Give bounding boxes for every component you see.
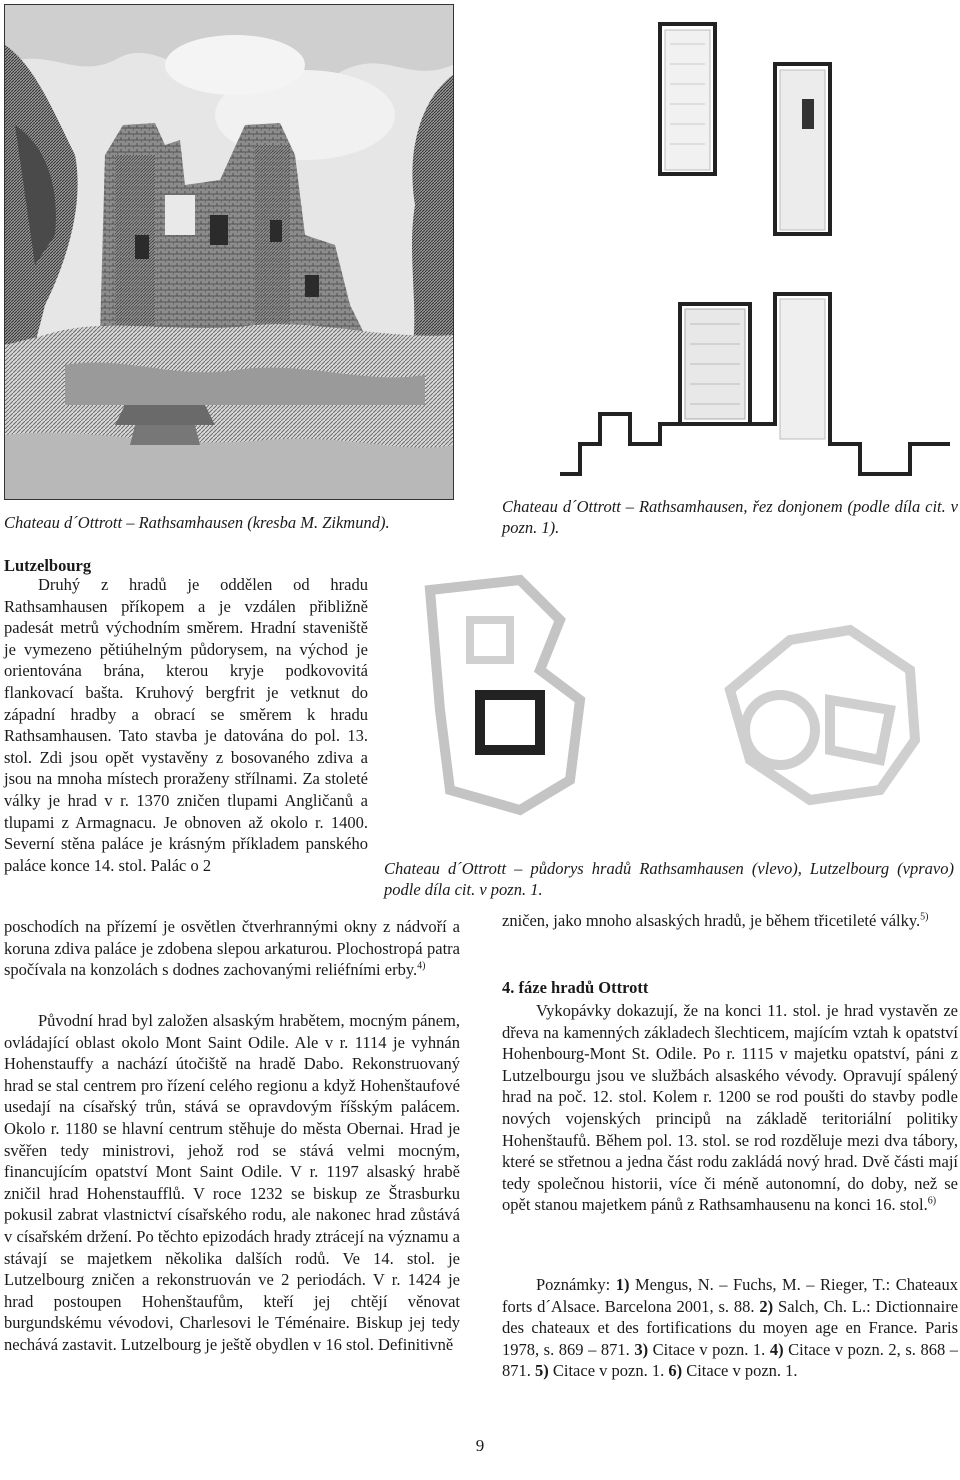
floor-plans-image bbox=[410, 560, 930, 850]
castle-drawing-image bbox=[5, 5, 453, 499]
right-paragraph-0 bbox=[502, 910, 958, 932]
donjon-section-figure bbox=[540, 4, 960, 490]
floor-plans-figure bbox=[410, 560, 930, 850]
right-paragraph-0-text: zničen, jako mnoho alsaských hradů, je během třicetileté války. bbox=[502, 911, 921, 930]
note-3-number: 3) bbox=[634, 1339, 649, 1359]
note-3-text: Citace v pozn. 1. bbox=[652, 1339, 766, 1359]
ottrott-phase-paragraph bbox=[502, 1000, 958, 1216]
note-6-text: Citace v pozn. 1. bbox=[686, 1361, 798, 1381]
note-5-number: 5) bbox=[535, 1361, 549, 1381]
ottrott-phase-paragraph-text: Vykopávky dokazují, že na konci 11. stol. je hrad vystavěn ze dřeva na kamenných základech šlechticem, majícím vztah k opatství Hohenbourg-Mont St. Odile. Po r. 1115 v majetku opatství, páni z Lutzelbourgu jsou ve službách alsaského vévody. Opravují spálený hrad na poč. 12. stol. Kolem r. 1200 se rod poušti do stavby podle nových vojenských principů na základě teritoriální politiky Hohenštaufů. Během pol. 13. stol. se rod rozděluje mezi dva tábory, které se střetnou a jedna část rodu zakládá nový hrad. Dvě části mají tedy společnou historii, více či méně autonomní, do doby, než se opět stanou majetkem pánů z Rathsamhausenu na konci 16. stol. bbox=[502, 1001, 958, 1215]
note-2-text: Salch, Ch. L.: Dictionnaire des chateaux et des fortifications du moyen age en France. Paris 1978, s. 869 – 871. bbox=[502, 1296, 959, 1359]
donjon-section-image bbox=[540, 4, 960, 490]
lutzelbourg-paragraph-1-cont bbox=[4, 916, 460, 981]
note-6-number: 6) bbox=[668, 1361, 683, 1381]
ottrott-phase-heading: 4. fáze hradů Ottrott bbox=[502, 978, 649, 997]
lutzelbourg-paragraph-1: Druhý z hradů je oddělen od hradu Rathsamhausen příkopem a je vzdálen přibližně padesát metrů východním směrem. Hradní staveniště je vymezeno pětiúhelným půdorysem, na východ je orientována brána, kterou kryje podkovovitá flankovací bašta. Kruhový bergfrit je vetknut do západní hradby a obrací se směrem k hradu Rathsamhausen. Tato stavba je datována do pol. 13. stol. Zdi jsou opět vystavěny z bosovaného zdiva a jsou na mnoha místech proraženy střílnami. Za stoleté války je hrad v r. 1370 zničen tlupami Angličanů a tlupami z Armagnacu. Je obnoven až okolo r. 1400. Severní stěna paláce je krásným příkladem panského paláce konce 14. stol. Palác o 2 bbox=[4, 575, 368, 875]
note-5-text: Citace v pozn. 1. bbox=[552, 1361, 665, 1381]
note-2-number: 2) bbox=[759, 1296, 774, 1316]
notes-intro: Poznámky: bbox=[536, 1275, 611, 1294]
page-number: 9 bbox=[475, 1436, 485, 1455]
footnote-ref-6: 6) bbox=[927, 1195, 937, 1207]
note-4-text: Citace v pozn. 2, s. 868 – 871. bbox=[502, 1339, 959, 1381]
lutzelbourg-plan bbox=[730, 630, 915, 800]
lutzelbourg-heading: Lutzelbourg bbox=[4, 556, 92, 575]
note-1-number: 1) bbox=[615, 1275, 630, 1294]
castle-drawing-figure bbox=[4, 4, 454, 500]
lutzelbourg-paragraph-2: Původní hrad byl založen alsaským hrabětem, mocným pánem, ovládající oblast okolo Mont Saint Odile. Ale v r. 1114 je vyhnán Hohenstauffy a nachází útočiště na hradě Dabo. Rekonstruovaný hrad se stal centrem pro řízení celého regionu a když Hohenštaufové usedají na císařský trůn, stává se opravdovým říšským palácem. Okolo r. 1180 se hlavní centrum stěhuje do města Obernai. Hrad je svěřen tedy ministrovi, jehož rod se stává velmi mocným, financujícím opatství Mont Saint Odile. V r. 1197 alsaský hrabě zničil hrad Hohenstaufflů. V roce 1232 se biskup ze Štrasburku pokusil zabrat vlastnictví císařského rodu, ale nakonec hrad zůstává v císařském držení. Po těchto epizodách hrady ztrácejí na významu a stávají se majetkem několika dalších rodů. Ve 14. stol. je Lutzelbourg zničen a rekonstruován ve 2 periodách. V r. 1424 je hrad postoupen Hohenštaufům, kteří jej chtějí věnovat burgundskému vévodovi, Charlesovi le Téménaire. Biskup jej tedy nechává zastavit. Lutzelbourg je ještě obydlen v 16 stol. Definitivně bbox=[4, 1011, 460, 1354]
donjon-section-caption: Chateau d´Ottrott – Rathsamhausen, řez donjonem (podle díla cit. v pozn. 1). bbox=[502, 497, 958, 537]
lutzelbourg-paragraph-1-cont-text: poschodích na přízemí je osvětlen čtverhrannými okny z nádvoří a koruna zdiva paláce je zdobena slepou arkaturou. Plochostropá patra spočívala na konzolách s dodnes zachovanými reliéfními erby. bbox=[4, 917, 460, 980]
floor-plans-caption: Chateau d´Ottrott – půdorys hradů Rathsamhausen (vlevo), Lutzelbourg (vpravo) podle díla cit. v pozn. 1. bbox=[384, 859, 954, 899]
note-1-text: Mengus, N. – Fuchs, M. – Rieger, T.: Chateaux forts d´Alsace. Barcelona 2001, s. 88. bbox=[502, 1275, 959, 1316]
footnote-ref-5: 5) bbox=[920, 911, 929, 923]
notes-paragraph bbox=[502, 1274, 958, 1382]
footnote-ref-4: 4) bbox=[417, 960, 426, 972]
note-4-number: 4) bbox=[769, 1339, 784, 1359]
castle-drawing-caption: Chateau d´Ottrott – Rathsamhausen (kresba M. Zikmund). bbox=[4, 513, 390, 532]
